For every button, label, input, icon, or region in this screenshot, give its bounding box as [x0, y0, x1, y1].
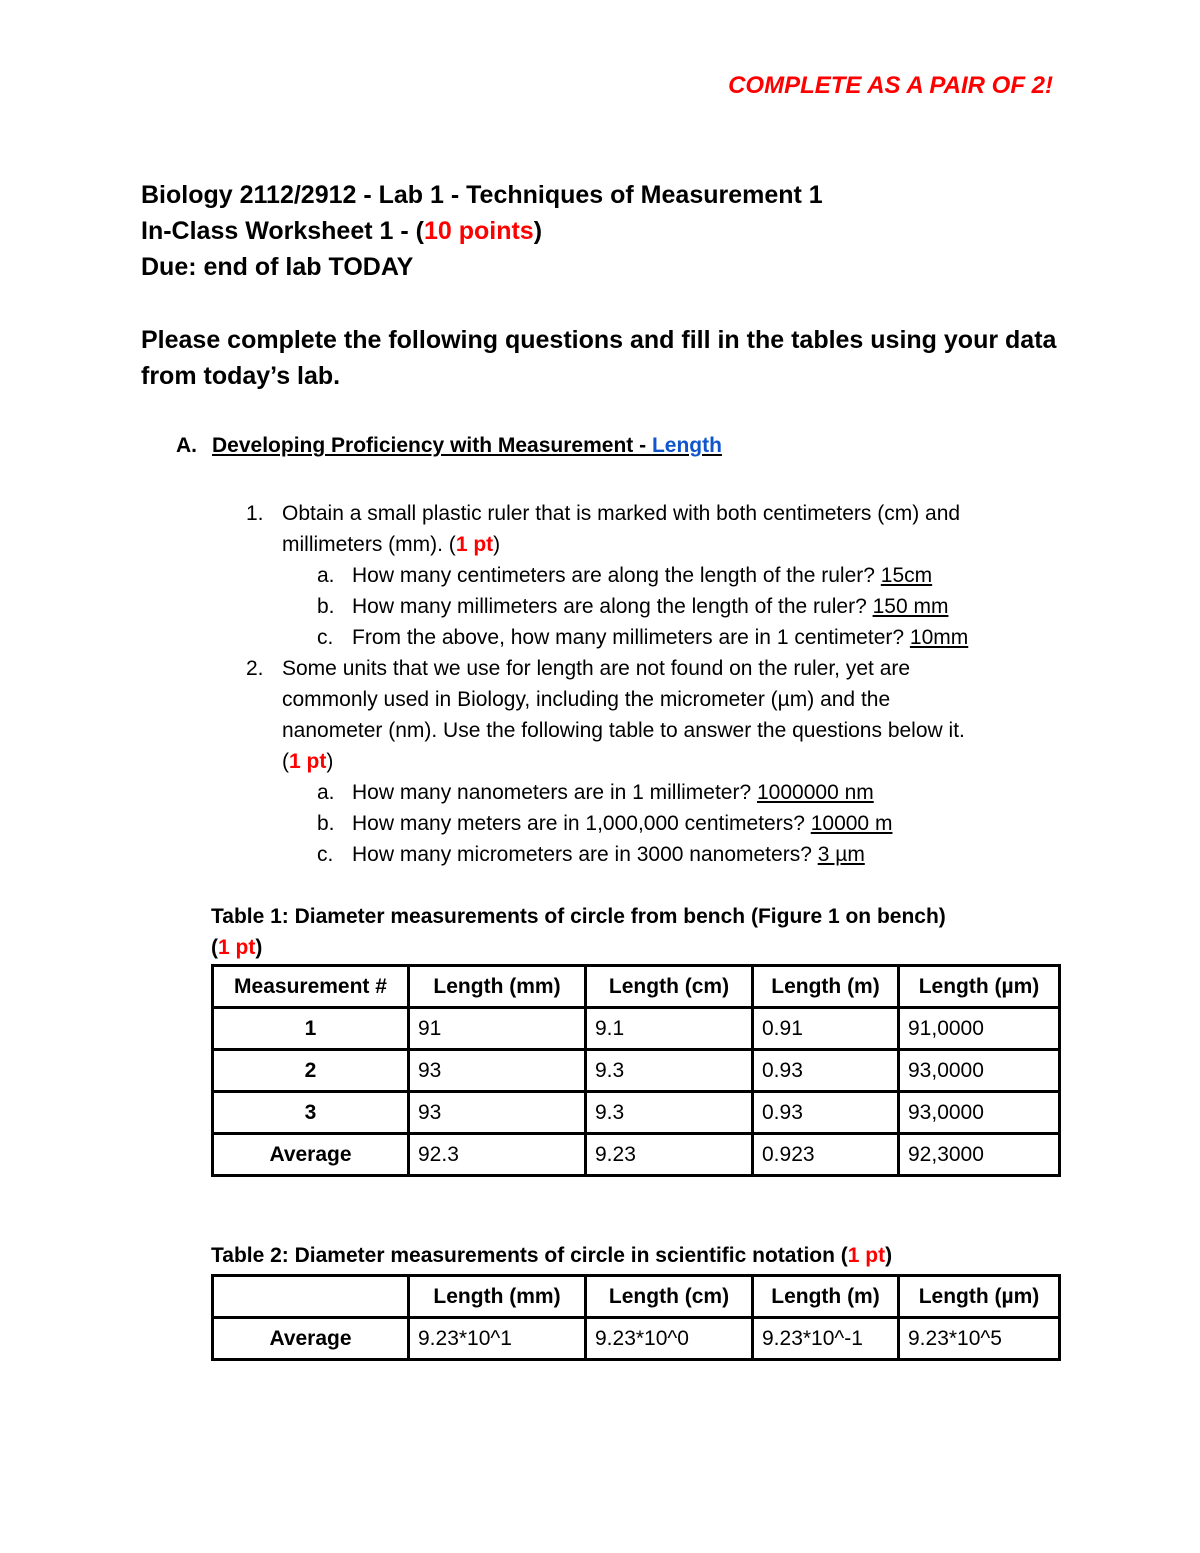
table-1-points: 1 pt: [218, 936, 256, 959]
worksheet-title: [141, 213, 823, 249]
question-number: 1.: [246, 502, 264, 525]
table-cell[interactable]: 0.93: [753, 1050, 899, 1092]
row-label: Average: [213, 1318, 409, 1360]
question-1c: [317, 622, 969, 653]
question-1b: [317, 591, 949, 622]
question-1a: [317, 560, 933, 591]
question-text: nanometer (nm). Use the following table to answer the questions below it.: [282, 719, 965, 742]
table-2-caption-text: Table 2: Diameter measurements of circle in scientific notation (: [211, 1244, 848, 1267]
question-text: commonly used in Biology, including the micrometer (µm) and the: [282, 688, 891, 711]
sub-question-text: How many centimeters are along the length of the ruler?: [352, 564, 881, 587]
caption-open: (: [211, 936, 218, 959]
sub-question-text: How many micrometers are in 3000 nanometers?: [352, 843, 818, 866]
answer-value: 1000000 nm: [757, 781, 874, 804]
row-label: 1: [213, 1008, 409, 1050]
sub-letter: a.: [317, 781, 335, 804]
answer-value: 10mm: [909, 626, 969, 649]
answer-value: 15cm: [880, 564, 933, 587]
table-cell[interactable]: 92,3000: [899, 1134, 1060, 1176]
section-letter: A.: [176, 434, 197, 457]
table-cell[interactable]: 9.23*10^0: [586, 1318, 753, 1360]
table-row: [213, 1050, 1060, 1092]
table-2-caption: [211, 1240, 892, 1271]
column-header: Length (µm): [899, 1276, 1060, 1318]
question-2: [246, 653, 965, 777]
table-cell[interactable]: 93: [409, 1092, 586, 1134]
table-cell[interactable]: 0.91: [753, 1008, 899, 1050]
course-title: Biology 2112/2912 - Lab 1 - Techniques of Measurement 1: [141, 181, 823, 209]
column-header: [213, 1276, 409, 1318]
table-cell[interactable]: 93,0000: [899, 1050, 1060, 1092]
table-cell[interactable]: 93: [409, 1050, 586, 1092]
section-title: [212, 434, 722, 457]
worksheet-title-close: ): [533, 217, 543, 245]
question-points: 1 pt: [455, 533, 494, 556]
column-header: Length (cm): [586, 1276, 753, 1318]
table-1-caption-points-line: [211, 932, 946, 963]
column-header: Length (µm): [899, 966, 1060, 1008]
table-cell[interactable]: 0.923: [753, 1134, 899, 1176]
table-cell[interactable]: 93,0000: [899, 1092, 1060, 1134]
table-row: [213, 1092, 1060, 1134]
sub-question-text: From the above, how many millimeters are in 1 centimeter?: [352, 626, 910, 649]
table-cell[interactable]: 9.23: [586, 1134, 753, 1176]
question-text-close: ): [326, 750, 334, 773]
column-header: Length (m): [753, 966, 899, 1008]
question-text: [282, 529, 960, 560]
table-cell[interactable]: 92.3: [409, 1134, 586, 1176]
question-text: Obtain a small plastic ruler that is marked with both centimeters (cm) and: [282, 502, 961, 525]
table-row: [213, 1008, 1060, 1050]
column-header: Length (mm): [409, 966, 586, 1008]
table-1: [211, 964, 1061, 1177]
question-text-close: ): [493, 533, 501, 556]
question-1: [246, 498, 961, 560]
table-cell[interactable]: 9.23*10^-1: [753, 1318, 899, 1360]
sub-question-text: How many meters are in 1,000,000 centimeters?: [352, 812, 811, 835]
instructions: Please complete the following questions and fill in the tables using your data from today’s lab.: [141, 326, 1057, 390]
sub-letter: b.: [317, 595, 335, 618]
table-1-caption-text: Table 1: Diameter measurements of circle from bench (Figure 1 on bench): [211, 905, 946, 928]
row-label: 2: [213, 1050, 409, 1092]
table-1-caption: [211, 901, 946, 963]
table-row: [213, 1134, 1060, 1176]
question-text: Some units that we use for length are not found on the ruler, yet are: [282, 657, 911, 680]
sub-letter: c.: [317, 626, 334, 649]
sub-letter: c.: [317, 843, 334, 866]
worksheet-title-text: In-Class Worksheet 1 - (: [141, 217, 424, 245]
table-cell[interactable]: 91,0000: [899, 1008, 1060, 1050]
due-date: Due: end of lab TODAY: [141, 253, 414, 281]
table-row: [213, 1318, 1060, 1360]
question-2c: [317, 839, 865, 870]
column-header: Length (mm): [409, 1276, 586, 1318]
table-header-row: [213, 966, 1060, 1008]
table-cell[interactable]: 9.3: [586, 1092, 753, 1134]
answer-value: 10000 m: [810, 812, 893, 835]
answer-value: 150 mm: [872, 595, 949, 618]
table-cell[interactable]: 9.23*10^1: [409, 1318, 586, 1360]
sub-letter: b.: [317, 812, 335, 835]
caption-close: ): [885, 1244, 893, 1267]
table-cell[interactable]: 9.23*10^5: [899, 1318, 1060, 1360]
sub-letter: a.: [317, 564, 335, 587]
question-text: [282, 746, 965, 777]
sub-question-text: How many millimeters are along the length of the ruler?: [352, 595, 873, 618]
pair-banner: COMPLETE AS A PAIR OF 2!: [728, 72, 1053, 99]
caption-close: ): [255, 936, 263, 959]
table-cell[interactable]: 9.1: [586, 1008, 753, 1050]
table-cell[interactable]: 0.93: [753, 1092, 899, 1134]
table-header-row: [213, 1276, 1060, 1318]
column-header: Measurement #: [213, 966, 409, 1008]
table-cell[interactable]: 9.3: [586, 1050, 753, 1092]
table-cell[interactable]: 91: [409, 1008, 586, 1050]
points-total: 10 points: [423, 217, 534, 245]
row-label: Average: [213, 1134, 409, 1176]
question-2b: [317, 808, 893, 839]
sub-question-text: How many nanometers are in 1 millimeter?: [352, 781, 757, 804]
table-2-points: 1 pt: [847, 1244, 886, 1267]
column-header: Length (m): [753, 1276, 899, 1318]
section-title-text: Developing Proficiency with Measurement -: [212, 434, 652, 457]
row-label: 3: [213, 1092, 409, 1134]
question-points: 1 pt: [289, 750, 327, 773]
section-a-heading: [176, 431, 722, 461]
question-number: 2.: [246, 657, 264, 680]
column-header: Length (cm): [586, 966, 753, 1008]
answer-value: 3 µm: [817, 843, 865, 866]
table-2: [211, 1274, 1061, 1361]
question-text-open: (: [282, 750, 289, 773]
section-link-length[interactable]: Length: [651, 434, 722, 457]
question-text-part: millimeters (mm). (: [282, 533, 456, 556]
worksheet-header: [141, 177, 823, 285]
question-2a: [317, 777, 874, 808]
